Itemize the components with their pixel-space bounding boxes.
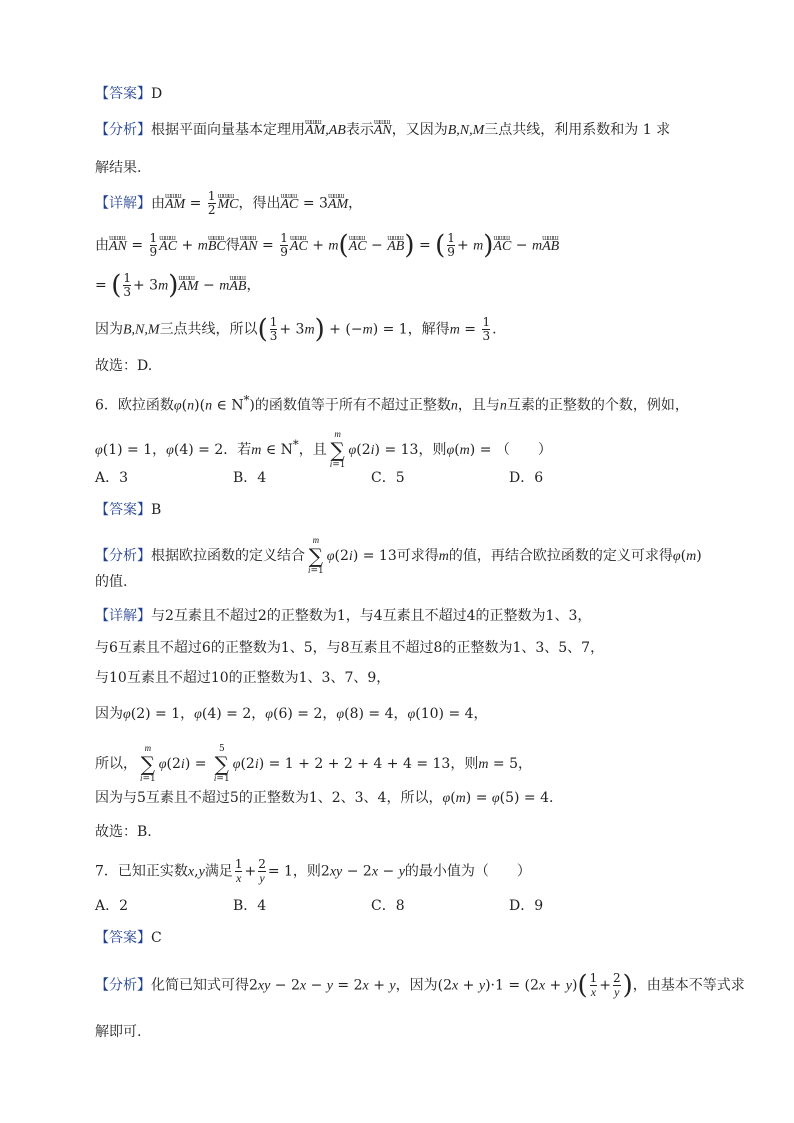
q6-stem-line1: 6．欧拉函数φ(n)(n ∈ N*)的函数值等于所有不超过正整数n，且与n互素的正整数的个数，例如， bbox=[95, 393, 689, 414]
answer-value: C bbox=[151, 930, 162, 946]
formula: ɯɯɯ AM bbox=[165, 195, 185, 215]
q5-conclusion: 故选：D. bbox=[95, 358, 153, 374]
stem-text: （ ） bbox=[495, 442, 552, 458]
analysis-tag: 【分析】 bbox=[95, 122, 151, 138]
detail-text: ，则 bbox=[450, 756, 479, 772]
formula: $\frac{2}{y}$ bbox=[258, 857, 266, 885]
q6-detail-line4: 因为φ(2) = 1，φ(4) = 2，φ(6) = 2，φ(8) = 4，φ(10) = 4， bbox=[95, 706, 488, 722]
sum-symbol: m ∑ i=1 bbox=[140, 743, 156, 784]
stem-text: ， bbox=[152, 442, 167, 458]
formula: $\frac{1}{9}$ bbox=[447, 231, 455, 259]
q7-stem: 7．已知正实数x,y满足 $\frac{1}{x}$ + $\frac{2}{y}$ = 1，则2xy − 2x − y的最小值为（ ） bbox=[95, 857, 531, 885]
q5-detail-line1: 【详解】由ɯɯɯ AM = $\frac{1}{2}$ ɯɯɯ MC，得出ɯɯɯ AC = 3ɯɯɯ AM， bbox=[95, 190, 362, 217]
formula: φ bbox=[173, 398, 182, 414]
q5-analysis-line1 bbox=[95, 120, 670, 141]
stem-text: ，且与 bbox=[457, 397, 500, 414]
detail-tag: 【详解】 bbox=[95, 608, 151, 624]
analysis-text: 化简已知式可得 bbox=[151, 977, 249, 994]
formula: $\frac{1}{3}$ bbox=[269, 315, 278, 343]
points-expr: B,N,M bbox=[447, 123, 485, 138]
q6-detail-line2: 与6互素且不超过6的正整数为1、5，与8互素且不超过8的正整数为1、3、5、7， bbox=[95, 640, 605, 656]
stem-text: ，则 bbox=[418, 442, 447, 458]
stem-text: 的函数值等于所有不超过正整数 bbox=[254, 397, 451, 414]
answer-value: D bbox=[151, 86, 163, 102]
q6-stem-line2: φ(1) = 1，φ(4) = 2．若m ∈ N*，且m ∑ i=1φ(2i) = 13，则φ(m) = （ ） bbox=[95, 429, 552, 470]
detail-text: 三点共线，所以 bbox=[159, 321, 258, 338]
sum-symbol: m ∑ i=1 bbox=[329, 429, 346, 470]
formula: $\frac{2}{y}$ bbox=[612, 971, 621, 999]
formula: $\frac{1}{3}$ bbox=[482, 315, 491, 343]
stem-text: 6．欧拉函数 bbox=[95, 397, 174, 414]
formula: ɯɯɯ AN bbox=[240, 237, 258, 257]
formula: ɯɯɯ AB bbox=[229, 277, 246, 297]
option-c: C．8 bbox=[371, 898, 405, 914]
q7-answer-line bbox=[95, 928, 162, 948]
stem-text: 互素的正整数的个数，例如， bbox=[506, 397, 689, 414]
detail-text: 因为与5互素且不超过5的正整数为1、2、3、4，所以， bbox=[95, 790, 443, 806]
stem-text: ，且 bbox=[298, 442, 327, 458]
detail-text: 因为 bbox=[95, 321, 123, 338]
q6-answer-line bbox=[95, 500, 161, 520]
q6-detail-line1 bbox=[95, 606, 591, 626]
formula: ɯɯɯ AB bbox=[542, 237, 559, 257]
q6-detail-line6: 因为与5互素且不超过5的正整数为1、2、3、4，所以，φ(m) = φ(5) = 4. bbox=[95, 790, 554, 806]
stem-text: ，则 bbox=[292, 863, 321, 880]
analysis-tag: 【分析】 bbox=[95, 977, 151, 994]
q6-analysis-line2: 的值. bbox=[95, 574, 128, 590]
analysis-text: 根据平面向量基本定理用 bbox=[151, 122, 305, 138]
analysis-text: ，又因为 bbox=[391, 122, 448, 138]
analysis-text: 三点共线，利用系数和为 1 求 bbox=[484, 122, 671, 138]
vector-expr: ɯɯɯ AM,AB bbox=[305, 121, 346, 141]
analysis-text: 的值，再结合欧拉函数的定义可求得 bbox=[448, 548, 673, 564]
analysis-text: 表示 bbox=[345, 122, 374, 138]
option-d: D．6 bbox=[509, 470, 544, 486]
q5-detail-line4: 因为B,N,M三点共线，所以( $\frac{1}{3}$ + 3m) + (−m) = 1，解得m = $\frac{1}{3}$ . bbox=[95, 314, 497, 345]
answer-tag: 【答案】 bbox=[95, 86, 151, 102]
q6-options bbox=[95, 468, 647, 488]
q5-answer-line bbox=[95, 84, 162, 104]
formula: $\frac{1}{3}$ bbox=[123, 271, 131, 299]
sum-symbol: m ∑ i=1 bbox=[308, 535, 324, 576]
option-b: B．4 bbox=[233, 898, 267, 914]
q7-analysis-line2: 解即可. bbox=[95, 1024, 142, 1040]
option-a: A．2 bbox=[95, 898, 129, 914]
q6-detail-line3: 与10互素且不超过10的正整数为1、3、7、9， bbox=[95, 670, 391, 686]
detail-text: 得 bbox=[225, 237, 240, 254]
formula: ɯɯɯ AM bbox=[178, 277, 198, 297]
detail-text: 所以， bbox=[95, 756, 137, 772]
formula: ɯɯɯ BC bbox=[208, 237, 226, 257]
formula: $\frac{1}{x}$ bbox=[589, 971, 598, 999]
vector-expr: ɯɯɯ AN bbox=[374, 121, 392, 141]
formula: ɯɯɯ AC bbox=[159, 237, 177, 257]
analysis-text: ，因为 bbox=[395, 977, 438, 994]
q7-options bbox=[95, 896, 647, 916]
detail-text: 与2互素且不超过2的正整数为1，与4互素且不超过4的正整数为1、3， bbox=[151, 608, 592, 624]
q6-analysis-line1: 【分析】根据欧拉函数的定义结合m ∑ i=1φ(2i) = 13可求得m的值，再结合欧拉函数的定义可求得φ(m) bbox=[95, 535, 702, 576]
stem-text: 7．已知正实数 bbox=[95, 863, 188, 880]
sum-symbol: 5 ∑ i=1 bbox=[213, 743, 230, 784]
q5-analysis-line2: 解结果. bbox=[95, 160, 142, 176]
analysis-text: ，由基本不等式求 bbox=[632, 977, 745, 994]
formula: ɯɯɯ AB bbox=[387, 237, 404, 257]
stem-text: ．若 bbox=[223, 442, 252, 458]
formula: $\frac{1}{2}$ bbox=[207, 189, 216, 217]
formula: $\frac{1}{x}$ bbox=[234, 857, 243, 885]
analysis-tag: 【分析】 bbox=[95, 548, 151, 564]
option-b: B．4 bbox=[233, 470, 267, 486]
detail-text: 由 bbox=[95, 237, 109, 254]
q6-conclusion: 故选：B. bbox=[95, 824, 152, 840]
formula: ɯɯɯ AN bbox=[109, 237, 127, 257]
stem-text: 的最小值为（ ） bbox=[404, 863, 531, 880]
formula: $\frac{1}{9}$ bbox=[149, 231, 158, 259]
formula: $\frac{1}{9}$ bbox=[280, 231, 288, 259]
formula: ɯɯɯ AC bbox=[281, 195, 299, 215]
option-a: A．3 bbox=[95, 470, 129, 486]
analysis-text: 可求得 bbox=[396, 548, 439, 564]
q7-analysis-line1: 【分析】化简已知式可得2xy − 2x − y = 2x + y，因为(2x + y)·1 = (2x + y)( $\frac{1}{x}$ + $\frac{2}{y}$ )，由基本不等式求 bbox=[95, 970, 745, 1001]
answer-value: B bbox=[151, 502, 162, 518]
formula: ɯɯɯ AM bbox=[328, 195, 348, 215]
q5-detail-line2: 由ɯɯɯ AN = $\frac{1}{9}$ ɯɯɯ AC + mɯɯɯ BC得ɯɯɯ AN = $\frac{1}{9}$ ɯɯɯ AC + m(ɯɯɯ AC − ɯɯɯ AB) = ( $\frac{1}{9}$ + m)ɯɯɯ AC − mɯɯɯ AB bbox=[95, 232, 559, 259]
formula: ɯɯɯ AC bbox=[290, 237, 308, 257]
formula: ɯɯɯ AC bbox=[349, 237, 367, 257]
option-c: C．5 bbox=[371, 470, 405, 486]
answer-tag: 【答案】 bbox=[95, 930, 151, 946]
formula: ɯɯɯ AC bbox=[493, 237, 511, 257]
detail-tag: 【详解】 bbox=[95, 195, 151, 212]
formula: ɯɯɯ MC bbox=[218, 195, 239, 215]
detail-text: 由 bbox=[151, 195, 165, 212]
stem-text: 满足 bbox=[204, 863, 233, 880]
detail-text: ，得出 bbox=[238, 195, 281, 212]
q6-detail-line5: 所以，m ∑ i=1φ(2i) = 5 ∑ i=1φ(2i) = 1 + 2 + 2 + 4 + 4 = 13，则m = 5， bbox=[95, 743, 532, 784]
option-d: D．9 bbox=[509, 898, 544, 914]
detail-text: ，解得 bbox=[407, 321, 450, 338]
detail-text: 因为 bbox=[95, 706, 123, 722]
answer-tag: 【答案】 bbox=[95, 502, 151, 518]
q5-detail-line3: = ( $\frac{1}{3}$ + 3m)ɯɯɯ AM − mɯɯɯ AB， bbox=[95, 272, 260, 299]
analysis-text: 根据欧拉函数的定义结合 bbox=[151, 548, 305, 564]
